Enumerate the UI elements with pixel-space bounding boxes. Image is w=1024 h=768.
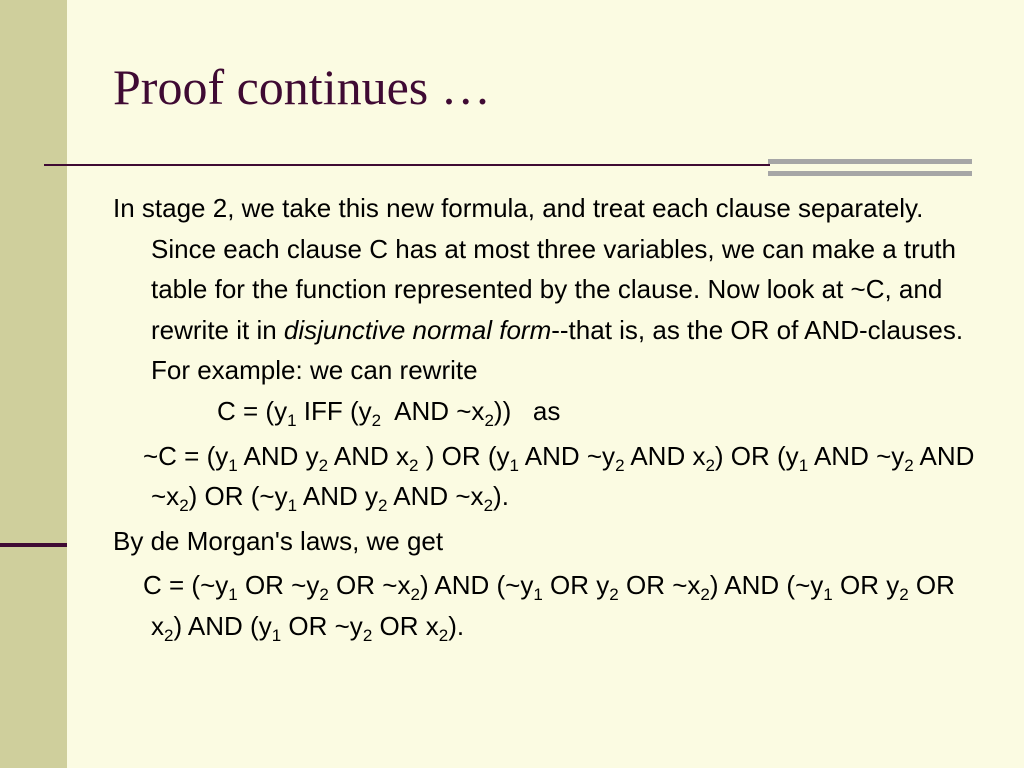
formula-text: )) as: [493, 395, 561, 426]
subscript: 2: [899, 585, 909, 605]
paragraph-text: --that is, as the OR of AND-clauses. For example: we can rewrite: [151, 314, 964, 386]
formula-text: ).: [448, 610, 465, 641]
formula-text: OR ~y: [237, 570, 320, 601]
paragraph-text: In stage 2, we take this new formula, and treat each clause separately. Since each clause C has at most three variables, we can make a truth table for the function represented by the clause. Now look at ~C, and rewrite it in: [113, 193, 956, 345]
formula-text: OR x: [372, 610, 439, 641]
subscript: 2: [319, 585, 329, 605]
formula-c-cnf: [113, 565, 993, 646]
formula-text: AND x: [624, 440, 706, 471]
formula-text: ) OR (~y: [188, 481, 288, 512]
subscript: 2: [164, 625, 174, 645]
subscript: 2: [318, 455, 329, 475]
formula-text: AND x: [328, 440, 410, 471]
subscript: 2: [378, 496, 388, 516]
formula-text: OR x: [151, 570, 955, 641]
subscript: 2: [438, 625, 449, 645]
subscript: 2: [179, 496, 189, 516]
subscript: 1: [798, 455, 809, 475]
subscript: 1: [287, 410, 297, 430]
paragraph-stage-2: [113, 188, 993, 391]
formula-text: ) AND (~y: [419, 570, 534, 601]
formula-text: C = (y: [217, 395, 288, 426]
formula-text: OR ~x: [328, 570, 411, 601]
formula-text: AND ~y: [808, 440, 905, 471]
formula-text: ) OR (y: [714, 440, 799, 471]
subscript: 2: [705, 455, 715, 475]
formula-text: AND ~x: [387, 481, 484, 512]
subscript: 1: [823, 585, 833, 605]
subscript: 1: [509, 455, 519, 475]
formula-text: ) AND (y: [173, 610, 272, 641]
left-accent-line: [0, 543, 67, 547]
left-decorative-bar: [0, 0, 67, 768]
formula-text: AND y: [297, 481, 378, 512]
slide-body: [113, 188, 993, 647]
formula-text: ).: [493, 481, 509, 512]
formula-text: IFF (y: [296, 395, 372, 426]
paragraph-de-morgan: By de Morgan's laws, we get: [113, 525, 444, 556]
formula-c-iff: [113, 391, 993, 432]
slide-title: Proof continues …: [113, 59, 491, 115]
formula-text: OR ~y: [281, 610, 363, 641]
formula-text: OR y: [832, 570, 900, 601]
formula-text: OR y: [542, 570, 610, 601]
formula-text: OR ~x: [618, 570, 701, 601]
subscript: 1: [287, 496, 298, 516]
subscript: 1: [228, 585, 238, 605]
subscript: 1: [271, 625, 282, 645]
subscript: 2: [615, 455, 625, 475]
formula-text: C = (~y: [143, 570, 229, 601]
subscript: 2: [362, 625, 373, 645]
formula-text: ~C = (y: [143, 440, 229, 471]
subscript: 2: [483, 496, 494, 516]
decorative-gray-bar-top: [768, 159, 972, 164]
subscript: 1: [533, 585, 543, 605]
subscript: 2: [609, 585, 619, 605]
decorative-gray-bar-bottom: [768, 171, 972, 176]
subscript: 2: [484, 410, 494, 430]
subscript: 2: [700, 585, 710, 605]
formula-text: AND y: [237, 440, 319, 471]
formula-text: AND ~x: [381, 395, 485, 426]
emphasis-text: disjunctive normal form: [283, 314, 552, 345]
formula-text: ) OR (y: [418, 440, 510, 471]
subscript: 2: [904, 455, 914, 475]
formula-text: AND ~x: [151, 440, 975, 512]
formula-text: AND ~y: [518, 440, 616, 471]
formula-not-c-dnf: [113, 436, 993, 517]
subscript: 2: [409, 455, 419, 475]
title-divider: [44, 164, 770, 166]
subscript: 1: [228, 455, 238, 475]
subscript: 2: [371, 410, 382, 430]
subscript: 2: [410, 585, 420, 605]
formula-text: ) AND (~y: [709, 570, 824, 601]
